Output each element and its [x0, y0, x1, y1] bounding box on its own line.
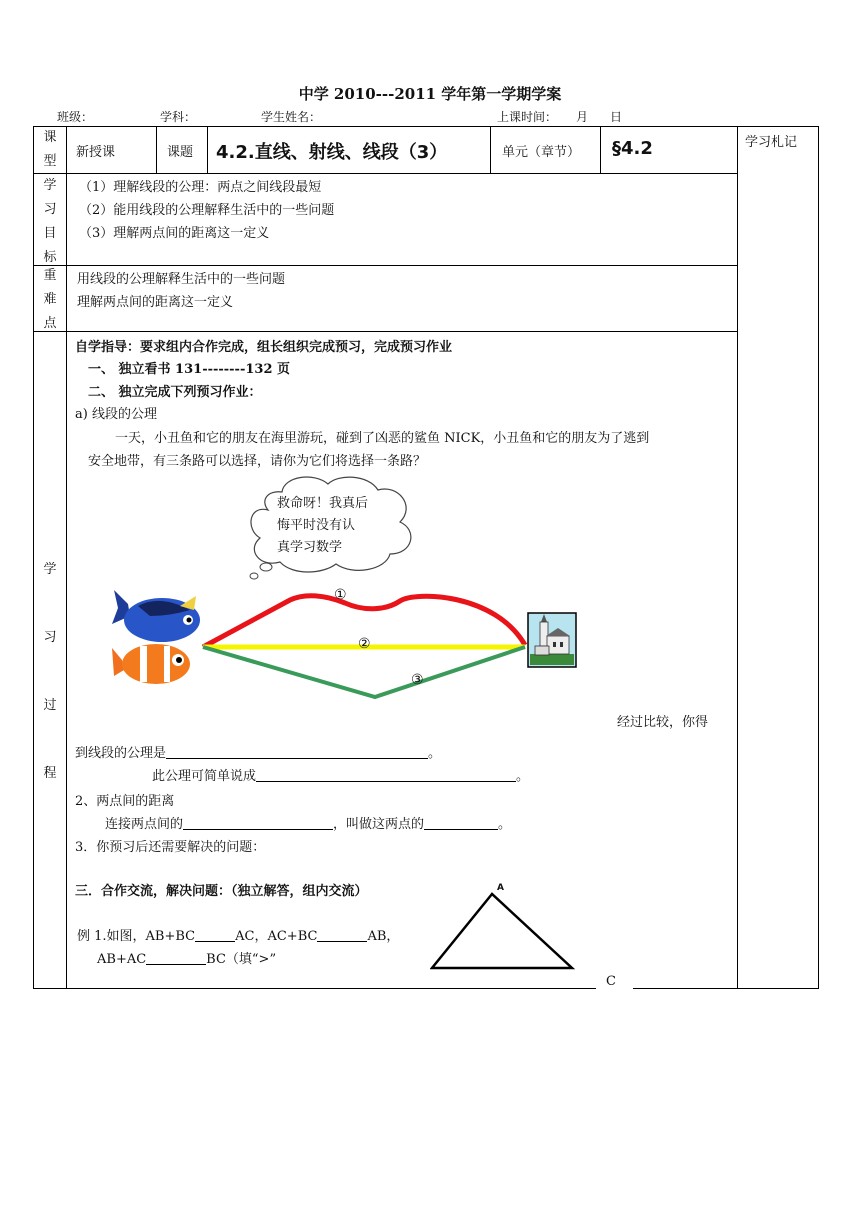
- answer-blank-axiom-short[interactable]: [256, 767, 516, 782]
- subject-label: 学科：: [160, 110, 197, 124]
- part-2-heading: 2、两点间的距离: [75, 794, 175, 809]
- part-3-heading: 3．你预习后还需要解决的问题：: [75, 840, 266, 855]
- story-line-1: 一天，小丑鱼和它的朋友在海里游玩，碰到了凶恶的鲨鱼 NICK，小丑鱼和它的朋友为了逃到: [115, 431, 650, 446]
- vertex-a-label: A: [497, 883, 504, 893]
- goal-item-1: （1）理解线段的公理：两点之间线段最短: [79, 180, 322, 195]
- vertex-c-label: C: [606, 974, 616, 989]
- distance-question: 连接两点间的 ，叫做这两点的 。: [105, 817, 512, 832]
- process-label-char-1: 学: [43, 562, 57, 577]
- process-label-char-3: 过: [43, 698, 57, 713]
- page-title: 中学 2010---2011 学年第一学期学案: [298, 85, 562, 103]
- study-notes-label: 学习札记: [745, 135, 798, 150]
- lesson-type-value: 新授课: [76, 145, 116, 160]
- example-1-line-1: 例 1.如图，AB+BC AC，AC+BC AB，: [77, 929, 400, 944]
- lesson-type-label: 课 型: [43, 130, 57, 169]
- compare-text: 经过比较，你得: [617, 715, 709, 730]
- goal-item-3: （3）理解两点间的距离这一定义: [79, 226, 270, 241]
- class-label: 班级：: [57, 110, 94, 124]
- student-name-label: 学生姓名：: [261, 110, 322, 124]
- answer-blank-ex2[interactable]: [317, 927, 367, 942]
- triangle-figure: [430, 884, 580, 974]
- route-3-line: [203, 647, 525, 697]
- day-label: 日: [610, 110, 623, 124]
- bubble-text-3: 真学习数学: [277, 540, 343, 555]
- goal-item-2: （2）能用线段的公理解释生活中的一些问题: [79, 203, 335, 218]
- answer-blank-ex1[interactable]: [195, 927, 235, 942]
- class-time-label: 上课时间：: [497, 110, 558, 124]
- unit-value: §4.2: [612, 138, 653, 159]
- cooperation-heading: 三．合作交流，解决问题：（独立解答，组内交流）: [75, 884, 368, 899]
- goals-label: 学 习 目 标: [43, 178, 57, 265]
- story-line-2: 安全地带，有三条路可以选择，请你为它们将选择一条路？: [88, 454, 427, 469]
- answer-blank-distance[interactable]: [424, 815, 498, 830]
- part-a-heading: a) 线段的公理: [75, 407, 157, 422]
- bubble-text-1: 救命呀！我真后: [277, 496, 369, 511]
- topic-value: 4.2.直线、射线、线段（3）: [216, 142, 448, 163]
- answer-blank-ex3[interactable]: [146, 950, 206, 965]
- answer-blank-connect[interactable]: [183, 815, 333, 830]
- process-label-char-4: 程: [43, 766, 57, 781]
- step-two: 二、 独立完成下列预习作业：: [88, 385, 262, 400]
- axiom-question-2: 此公理可简单说成 。: [152, 769, 530, 784]
- difficulty-label: 重 难 点: [43, 268, 57, 331]
- step-one: 一、 独立看书 131--------132 页: [88, 362, 291, 377]
- self-study-guide: 自学指导：要求组内合作完成，组长组织完成预习，完成预习作业: [75, 340, 453, 355]
- difficulty-item-2: 理解两点间的距离这一定义: [77, 295, 234, 310]
- church-picture: [527, 612, 577, 668]
- unit-label: 单元（章节）: [502, 145, 581, 160]
- process-label-char-2: 习: [43, 630, 57, 645]
- difficulty-item-1: 用线段的公理解释生活中的一些问题: [77, 272, 286, 287]
- bubble-text-2: 悔平时没有认: [277, 518, 356, 533]
- month-label: 月: [576, 110, 589, 124]
- route-3-label: ③: [411, 672, 424, 688]
- route-2-label: ②: [358, 636, 371, 652]
- axiom-question-1: 到线段的公理是 。: [75, 746, 442, 761]
- route-1-label: ①: [334, 587, 347, 603]
- example-1-line-2: AB+AC BC（填“>”: [97, 952, 277, 967]
- topic-label: 课题: [167, 145, 194, 160]
- answer-blank-axiom[interactable]: [166, 744, 428, 759]
